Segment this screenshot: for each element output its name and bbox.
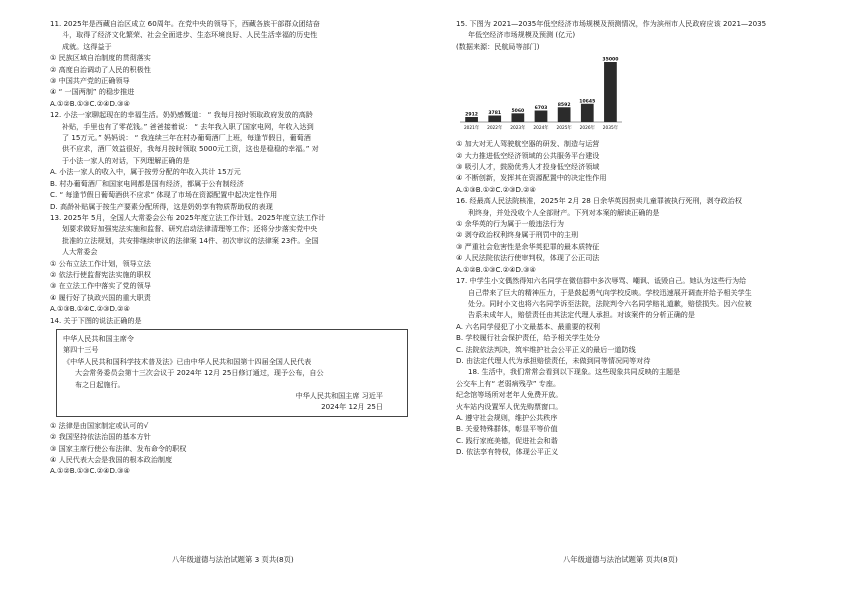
- decree-text-line: 布之日起施行。: [75, 379, 125, 389]
- q13-choices: A.①③B.①④C.②③D.②④: [50, 304, 130, 314]
- q15-option: ④ 不断创新，发挥其在资源配置中的决定性作用: [456, 173, 607, 183]
- q16-option: ② 剥夺政治权利终身属于刑罚中的主刑: [456, 230, 579, 240]
- q12-option-a: A. 小法一家人的收入中，属于按劳分配的年收入共计 15万元: [50, 167, 241, 177]
- q16-option: ③ 严重社会危害性是余华英犯罪的最本质特征: [456, 241, 600, 251]
- q16-stem-line: 利终身，并处没收个人全部财产。下列对本案的解读正确的是: [468, 207, 660, 217]
- decree-title: 中华人民共和国主席令: [63, 333, 134, 343]
- x-tick-label: 2035年: [602, 126, 619, 132]
- page-footer-left: 八年级道德与法治试题第 3 页共(8页): [172, 555, 294, 564]
- bar-value-label: 5060: [511, 109, 525, 115]
- q13-option: ④ 履行好了执政兴国的重大职责: [50, 292, 151, 302]
- q17-option-b: B. 学校履行社会保护责任，给予相关学生处分: [456, 333, 601, 343]
- bar-value-label: 6703: [534, 106, 548, 112]
- q17-option-d: D. 由法定代理人代为承担赔偿责任，未做到同等情况同等对待: [456, 355, 651, 365]
- q13-stem-line: 人大常委会: [62, 247, 98, 257]
- question-12: [50, 109, 410, 212]
- q12-stem-line: 12. 小法一家聊起现在的幸福生活。奶奶感慨道： “ 我每月按时领取政府发放的高龄: [50, 110, 313, 120]
- decree-number: 第四十三号: [63, 345, 99, 355]
- q18-option-a: A. 遵守社会规则，维护公共秩序: [456, 412, 558, 422]
- decree-signature: 中华人民共和国主席 习近平: [295, 391, 383, 400]
- q18-phenomenon: 纪念馆等场所对老年人免费开放。: [456, 390, 563, 400]
- q13-option: ③ 在立法工作中落实了党的领导: [50, 281, 151, 291]
- q11-stem-line: 斗，取得了经济文化繁荣、社会全面进步、生态环境良好、人民生活幸福的历史性: [62, 30, 318, 40]
- x-tick-label: 2024年: [533, 126, 549, 132]
- decree-text-line: 《中华人民共和国科学技术普及法》已由中华人民共和国第十四届全国人民代表: [63, 356, 312, 366]
- q12-stem-line: 补贴，手里也有了零花钱。” 爸爸接着说： “ 去年我入职了国家电网，年收入达到: [62, 121, 314, 131]
- q14-stem: 14. 关于下图的说法正确的是: [50, 315, 142, 325]
- question-11: [50, 18, 410, 109]
- bar-2021年: [465, 117, 478, 122]
- market-size-bar-chart: [456, 54, 626, 134]
- q17-stem-line: 告系未成年人，赔偿责任由其法定代理人承担。对该案件的分析正确的是: [468, 310, 695, 320]
- q16-stem-line: 16. 经最高人民法院核准，2025年 2月 28 日余华英因拐卖儿童罪被执行死刑，剥夺政治权: [456, 196, 742, 206]
- x-tick-label: 2026年: [579, 126, 595, 132]
- q18-option-d: D. 依法享有特权，体现公平正义: [456, 447, 559, 457]
- bar-value-label: 2912: [465, 112, 478, 118]
- q11-choices: A.①②B.①③C.②④D.③④: [50, 98, 130, 108]
- q13-option: ② 依法行使监督宪法实施的职权: [50, 269, 151, 279]
- q15-option: ② 大力推进低空经济领域的公共服务平台建设: [456, 150, 600, 160]
- q11-option: ① 民族区域自治制度的贯彻落实: [50, 53, 151, 63]
- q12-option-b: B. 村办葡萄酒厂和国家电网都是国有经济，都属于公有制经济: [50, 178, 244, 188]
- q18-option-b: B. 关爱特殊群体，彰显平等价值: [456, 424, 558, 434]
- bar-2035年: [604, 62, 617, 122]
- q12-stem-line: 于小法一家人的对话，下列理解正确的是: [62, 155, 190, 165]
- question-14: [50, 315, 410, 477]
- page-footer-right: 八年级道德与法治试题第 页共(8页): [563, 555, 678, 564]
- q17-stem-line: 自己带来了巨大的精神压力，于是鼓起勇气向学校反映。学校迅速展开调查并给予相关学生: [468, 287, 752, 297]
- bar-2023年: [511, 114, 524, 123]
- q14-option: ① 法律是由国家制定或认可的√: [50, 420, 149, 430]
- decree-date: 2024年 12月 25日: [321, 402, 383, 412]
- q11-option: ③ 中国共产党的正确领导: [50, 76, 130, 86]
- bar-value-label: 8592: [557, 102, 571, 108]
- right-column: [456, 18, 822, 458]
- q13-stem-line: 划要求做好加强宪法实施和监督、研究启动法律清理等工作；还将分步落实党中央: [62, 224, 318, 234]
- bar-2026年: [581, 104, 594, 122]
- q12-stem-line: 供不应求，酒厂效益很好，我每月按时领取 5000元工资，这也是稳稳的幸福。” 对: [62, 144, 319, 154]
- x-tick-label: 2025年: [556, 126, 572, 132]
- q18-stem: 18. 生活中，我们常常会看到以下现象。这些现象共同反映的主题是: [468, 367, 681, 377]
- q17-option-a: A. 六名同学侵犯了小文最基本、最重要的权利: [456, 321, 601, 331]
- q17-stem-line: 处分。同时小文也将六名同学诉至法院，法院判令六名同学赔礼道歉，赔偿损失。因六位被: [468, 298, 752, 308]
- bar-value-label: 35000: [602, 57, 619, 63]
- q14-choices: A.①②B.①③C.②④D.③④: [50, 466, 130, 476]
- q15-option: ① 加大对无人驾驶航空器的研发、制造与运营: [456, 139, 600, 149]
- q13-stem-line: 13. 2025年 5月，全国人大常委会公布 2025年度立法工作计划。2025年度立法工作计: [50, 212, 326, 222]
- question-17: [456, 275, 822, 366]
- q12-option-d: D. 高龄补贴属于按生产要素分配所得，这是奶奶享有物质帮助权的表现: [50, 201, 273, 211]
- q18-phenomenon: 火车站内设置军人优先购票窗口。: [456, 401, 563, 411]
- question-15: [456, 18, 822, 195]
- x-tick-label: 2021年: [463, 126, 480, 132]
- x-tick-label: 2022年: [487, 126, 503, 132]
- q11-stem-line: 成就。这得益于: [62, 41, 112, 51]
- q14-option: ④ 人民代表大会是我国的根本政治制度: [50, 455, 173, 465]
- q13-option: ① 公布立法工作计划，领导立法: [50, 258, 151, 268]
- q18-phenomenon: 公交车上有“ 老弱病残孕” 专座。: [456, 378, 561, 388]
- bar-2024年: [535, 111, 548, 122]
- q13-stem-line: 批准的立法规划，共安排继续审议的法律案 14件、初次审议的法律案 23件。全国: [62, 235, 319, 245]
- left-column: [50, 18, 410, 477]
- question-13: [50, 212, 410, 315]
- q16-choices: A.①②B.①③C.②④D.③④: [456, 264, 536, 274]
- q11-option: ② 高度自治调动了人民的积极性: [50, 64, 151, 74]
- q15-stem-line: 15. 下图为 2021—2035年低空经济市场规模及预测情况，作为滨州市人民政府应该 2021—2035: [456, 19, 767, 28]
- q11-stem-line: 11. 2025年是西藏自治区成立 60周年。在党中央的领导下，西藏各族干部群众团结奋: [50, 19, 320, 28]
- q12-stem-line: 了 15万元。” 妈妈说： “ 我连续三年在村办葡萄酒厂上班，每逢节假日，葡萄酒: [62, 133, 311, 143]
- q16-option: ① 余华英的行为属于一般违法行为: [456, 219, 564, 229]
- q15-data-source: (数据来源：民航局等部门): [456, 41, 540, 51]
- q14-option: ③ 国家主席行使公布法律、发布命令的职权: [50, 443, 187, 453]
- q12-option-c: C. “ 每逢节假日葡萄酒供不应求” 体现了市场在资源配置中起决定性作用: [50, 190, 278, 200]
- q15-choices: A.①③B.①②C.②③D.②④: [456, 184, 536, 194]
- decree-text-line: 大会常务委员会第十三次会议于 2024年 12月 25日修订通过，现予公布，自公: [75, 368, 324, 378]
- q16-option: ④ 人民法院依法行使审判权，体现了公正司法: [456, 253, 600, 263]
- bar-value-label: 10645: [579, 99, 596, 105]
- q14-option: ② 我国坚持依法治国的基本方针: [50, 432, 151, 442]
- question-18: [456, 366, 822, 457]
- q15-chart-title: 年低空经济市场规模及预测 (亿元): [468, 30, 576, 40]
- bar-chart-svg: [456, 54, 626, 134]
- bar-2025年: [558, 107, 571, 122]
- q17-stem-line: 17. 中学生小文偶然得知六名同学在微信群中多次辱骂、嘲讽、诋毁自己。她认为这些行为给: [456, 276, 747, 286]
- q17-option-c: C. 法院依法判决，筑牢维护社会公平正义的最后一道防线: [456, 344, 636, 354]
- bar-value-label: 3781: [488, 111, 502, 117]
- q15-option: ③ 吸引人才，鼓励优秀人才投身低空经济领域: [456, 162, 600, 172]
- bar-2022年: [488, 116, 501, 122]
- q11-option: ④ “ 一国两制” 的稳步推进: [50, 87, 135, 97]
- presidential-decree-box: [56, 329, 408, 417]
- question-16: [456, 195, 822, 275]
- x-tick-label: 2023年: [510, 126, 526, 132]
- q18-option-c: C. 践行家庭美德，促进社会和谐: [456, 435, 558, 445]
